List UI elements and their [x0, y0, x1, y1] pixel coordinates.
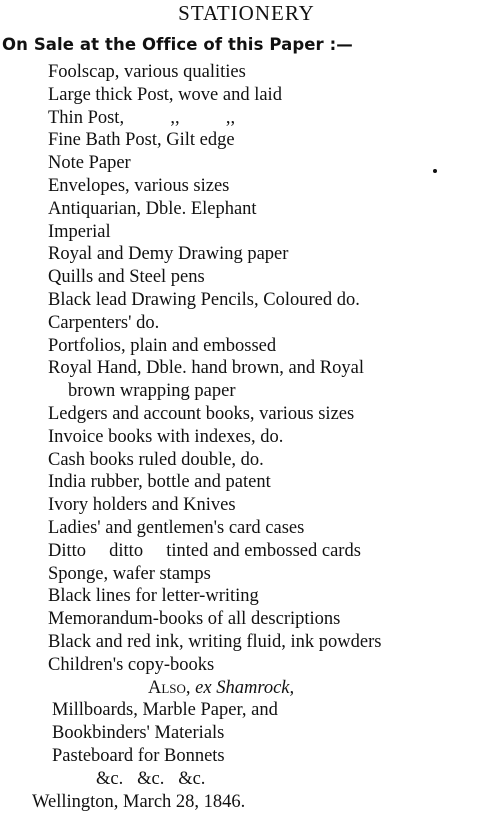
list-item: Envelopes, various sizes: [0, 175, 493, 198]
list-item-text: Ditto ditto tinted and embossed cards: [48, 541, 361, 561]
etc-line: [0, 768, 493, 791]
etc-text: &c. &c. &c.: [96, 769, 205, 789]
list-item: Portfolios, plain and embossed: [0, 335, 493, 358]
list-item-continuation: brown wrapping paper: [0, 380, 493, 403]
list-item: Black lines for letter-writing: [0, 585, 493, 608]
list-item: Bookbinders' Materials: [0, 722, 493, 745]
ship-name: ex Shamrock,: [195, 678, 294, 698]
list-item: Ivory holders and Knives: [0, 494, 493, 517]
list-item: Pasteboard for Bonnets: [0, 745, 493, 768]
list-item: Foolscap, various qualities: [0, 61, 493, 84]
list-item: Royal Hand, Dble. hand brown, and Royal: [0, 357, 493, 380]
list-item: Black and red ink, writing fluid, ink powders: [0, 631, 493, 654]
list-item: Ladies' and gentlemen's card cases: [0, 517, 493, 540]
list-item: [0, 540, 493, 563]
list-item: Memorandum-books of all descriptions: [0, 608, 493, 631]
also-line: [0, 677, 493, 700]
sale-notice: On Sale at the Office of this Paper :—: [2, 34, 353, 56]
list-item: Note Paper: [0, 152, 493, 175]
list-item: Millboards, Marble Paper, and: [0, 699, 493, 722]
page-title: STATIONERY: [0, 1, 493, 25]
list-item: Imperial: [0, 221, 493, 244]
list-item: India rubber, bottle and patent: [0, 471, 493, 494]
also-prefix: Also,: [148, 678, 191, 698]
list-item: Large thick Post, wove and laid: [0, 84, 493, 107]
list-item: Sponge, wafer stamps: [0, 563, 493, 586]
list-item: [0, 107, 493, 130]
list-item: Quills and Steel pens: [0, 266, 493, 289]
list-item: Carpenters' do.: [0, 312, 493, 335]
list-item: Royal and Demy Drawing paper: [0, 243, 493, 266]
list-item: Fine Bath Post, Gilt edge: [0, 129, 493, 152]
list-item-text: Thin Post, ,, ,,: [48, 108, 235, 128]
list-item: Antiquarian, Dble. Elephant: [0, 198, 493, 221]
print-speck: [433, 169, 437, 173]
list-item: Invoice books with indexes, do.: [0, 426, 493, 449]
list-item: Black lead Drawing Pencils, Coloured do.: [0, 289, 493, 312]
dateline: Wellington, March 28, 1846.: [0, 791, 493, 813]
list-item: Children's copy-books: [0, 654, 493, 677]
list-item: Cash books ruled double, do.: [0, 449, 493, 472]
list-item: Ledgers and account books, various sizes: [0, 403, 493, 426]
stationery-list: [0, 61, 493, 813]
